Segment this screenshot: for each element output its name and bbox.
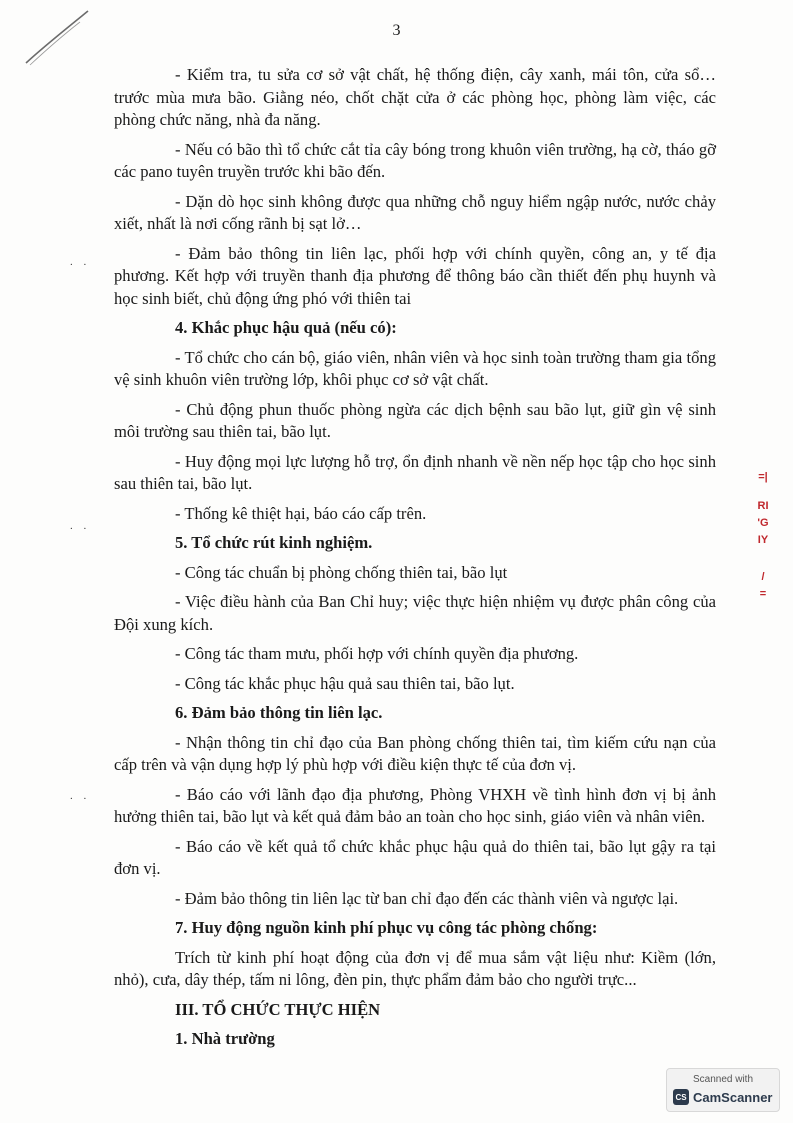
body-paragraph: - Thống kê thiệt hại, báo cáo cấp trên. (175, 503, 427, 523)
scan-dots-mark: . . (70, 520, 91, 532)
stamp-mark: =| (758, 471, 768, 483)
camscanner-brand-row (673, 1089, 772, 1105)
stamp-mark: IY (757, 534, 769, 546)
body-paragraph: Trích từ kinh phí hoạt động của đơn vị để mua sắm vật liệu như: Kiềm (lớn, nhỏ), cưa, dây thép, tấm ni lông, đèn pin, thực phẩm đảm bảo cho người trực... (114, 947, 716, 989)
section-heading: 4. Khắc phục hậu quả (nếu có): (175, 318, 397, 337)
body-paragraph: - Tổ chức cho cán bộ, giáo viên, nhân viên và học sinh toàn trường tham gia tổng vệ sinh khuôn viên trường lớp, khôi phục cơ sở vật chất. (114, 347, 716, 389)
body-paragraph: - Dặn dò học sinh không được qua những chỗ nguy hiểm ngập nước, nước chảy xiết, nhất là nơi cống rãnh bị sạt lở… (114, 191, 716, 233)
section-heading: III. TỔ CHỨC THỰC HIỆN (175, 999, 381, 1019)
body-paragraph: - Việc điều hành của Ban Chỉ huy; việc thực hiện nhiệm vụ được phân công của Đội xung kích. (114, 592, 716, 634)
stamp-mark: / (761, 571, 765, 583)
body-paragraph: - Huy động mọi lực lượng hỗ trợ, ổn định nhanh về nền nếp học tập cho học sinh sau thiên tai, bão lụt. (114, 451, 716, 493)
body-paragraph: - Đảm bảo thông tin liên lạc từ ban chỉ đạo đến các thành viên và ngược lại. (175, 888, 679, 908)
body-paragraph: - Chủ động phun thuốc phòng ngừa các dịch bệnh sau bão lụt, giữ gìn vệ sinh môi trường sau thiên tai, bão lụt. (114, 399, 716, 441)
red-stamp-edge (752, 470, 774, 604)
body-paragraph: - Công tác khắc phục hậu quả sau thiên tai, bão lụt. (175, 673, 515, 693)
section-heading: 5. Tổ chức rút kinh nghiệm. (175, 533, 373, 552)
body-paragraph: - Nhận thông tin chỉ đạo của Ban phòng chống thiên tai, tìm kiếm cứu nạn của cấp trên và vận dụng hợp lý phù hợp với điều kiện thực tế của đơn vị. (114, 732, 716, 774)
body-paragraph: - Công tác chuẩn bị phòng chống thiên tai, bão lụt (175, 562, 508, 582)
page-number: 3 (392, 22, 401, 39)
body-paragraph: - Nếu có bão thì tổ chức cắt tỉa cây bóng trong khuôn viên trường, hạ cờ, tháo gỡ các pano tuyên truyền trước khi bão đến. (114, 139, 716, 181)
body-paragraph: - Báo cáo với lãnh đạo địa phương, Phòng VHXH về tình hình đơn vị bị ảnh hưởng thiên tai, bão lụt và kết quả đảm bảo an toàn cho học sinh, giáo viên và nhân viên. (114, 784, 716, 826)
scan-dots-mark: . . (70, 256, 91, 268)
stamp-mark: RI (757, 500, 769, 512)
body-paragraph: - Kiểm tra, tu sửa cơ sở vật chất, hệ thống điện, cây xanh, mái tôn, cửa sổ… trước mùa mưa bão. Giằng néo, chốt chặt cửa ở các phòng học, phòng làm việc, các phòng chức năng, nhà đa năng. (114, 65, 716, 129)
scan-dots-mark: . . (70, 790, 91, 802)
body-paragraph: - Báo cáo về kết quả tổ chức khắc phục hậu quả do thiên tai, bão lụt gậy ra tại đơn vị. (114, 836, 716, 878)
stamp-mark: = (759, 588, 767, 600)
camscanner-badge (666, 1068, 780, 1112)
camscanner-logo-icon: CS (673, 1089, 689, 1105)
body-paragraph: - Đảm bảo thông tin liên lạc, phối hợp với chính quyền, công an, y tế địa phương. Kết hợp với truyền thanh địa phương để thông báo cần thiết đến phụ huynh và học sinh biết, chủ động ứng phó với thiên tai (114, 243, 716, 308)
body-paragraph: - Công tác tham mưu, phối hợp với chính quyền địa phương. (175, 644, 579, 663)
stamp-mark: 'G (757, 517, 769, 529)
scanned-with-label: Scanned with (692, 1074, 754, 1085)
section-heading: 6. Đảm bảo thông tin liên lạc. (175, 703, 383, 722)
document-body (114, 64, 716, 1058)
section-heading: 7. Huy động nguồn kinh phí phục vụ công tác phòng chống: (175, 918, 598, 937)
section-heading: 1. Nhà trường (175, 1029, 275, 1048)
camscanner-brand-name: CamScanner (693, 1089, 773, 1105)
